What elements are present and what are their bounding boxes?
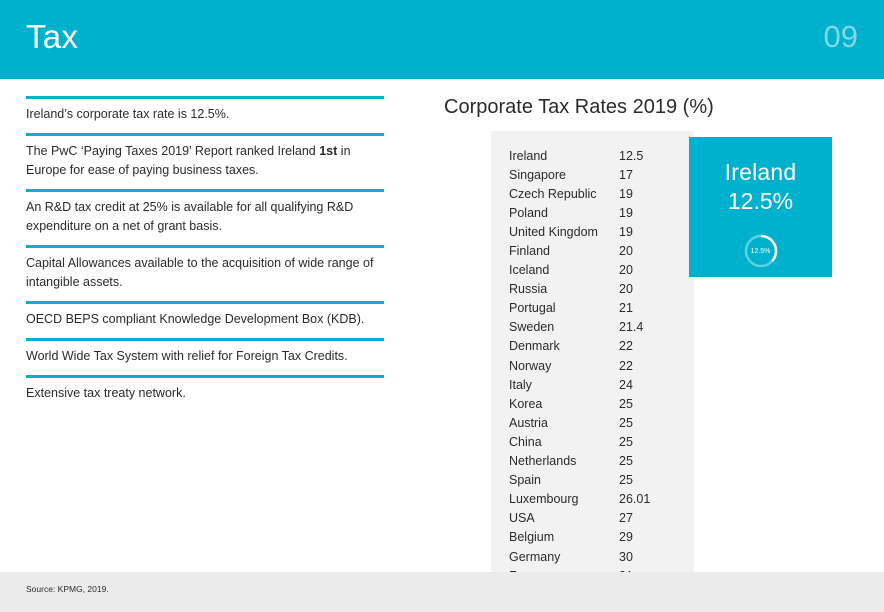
bullet-text: Capital Allowances available to the acquisition of wide range of intangible assets. xyxy=(26,256,374,289)
table-row xyxy=(509,509,689,528)
rate-country: Finland xyxy=(509,244,550,259)
rate-value: 25 xyxy=(619,473,633,488)
table-row xyxy=(509,280,689,299)
list-item xyxy=(26,338,386,375)
rate-value: 25 xyxy=(619,396,633,411)
rate-value: 20 xyxy=(619,282,633,297)
rate-value: 21 xyxy=(619,301,633,316)
rate-value: 25 xyxy=(619,454,633,469)
rate-value: 12.5 xyxy=(619,148,644,163)
bullet-text-post: in Europe for ease of paying business taxes. xyxy=(26,144,351,177)
table-row xyxy=(509,490,689,509)
list-item xyxy=(26,245,386,301)
rate-value: 22 xyxy=(619,339,633,354)
donut-label: 12.5% xyxy=(750,247,771,255)
bullet-text: Extensive tax treaty network. xyxy=(26,386,186,400)
rate-value: 20 xyxy=(619,263,633,278)
list-item xyxy=(26,301,386,338)
rate-value: 24 xyxy=(619,377,633,392)
table-row xyxy=(509,299,689,318)
table-row xyxy=(509,241,689,260)
slide-number: 09 xyxy=(823,19,858,54)
rate-country: Netherlands xyxy=(509,454,577,469)
table-row xyxy=(509,528,689,547)
highlight-rate: 12.5% xyxy=(727,188,794,214)
chart-title: Corporate Tax Rates 2019 (%) xyxy=(444,96,714,118)
rate-country: Germany xyxy=(509,549,561,564)
divider-rule xyxy=(26,301,384,304)
table-row xyxy=(509,471,689,490)
table-row xyxy=(509,413,689,432)
table-row xyxy=(509,356,689,375)
list-item xyxy=(26,96,386,133)
rates-table xyxy=(509,146,689,585)
bullet-text: Ireland’s corporate tax rate is 12.5%. xyxy=(26,107,230,121)
rate-country: Portugal xyxy=(509,301,556,316)
rate-country: Norway xyxy=(509,358,552,373)
rate-value: 17 xyxy=(619,167,633,182)
table-row xyxy=(509,222,689,241)
rate-value: 25 xyxy=(619,434,633,449)
rate-country: Spain xyxy=(509,473,541,488)
divider-rule xyxy=(26,338,384,341)
rate-value: 20 xyxy=(619,244,633,259)
page-title: Tax xyxy=(26,18,79,55)
rate-value: 29 xyxy=(619,530,633,545)
divider-rule xyxy=(26,96,384,99)
table-row xyxy=(509,203,689,222)
rate-country: Korea xyxy=(509,396,543,411)
rate-value: 22 xyxy=(619,358,633,373)
rate-country: Luxembourg xyxy=(509,492,579,507)
rate-value: 26.01 xyxy=(619,492,651,507)
rate-value: 19 xyxy=(619,205,633,220)
rate-country: Russia xyxy=(509,282,548,297)
bullet-text: An R&D tax credit at 25% is available for all qualifying R&D expenditure on a net of grant basis. xyxy=(26,200,354,233)
table-row xyxy=(509,261,689,280)
table-row xyxy=(509,375,689,394)
table-row xyxy=(509,432,689,451)
bullet-text: World Wide Tax System with relief for Foreign Tax Credits. xyxy=(26,349,348,363)
donut-chart-icon xyxy=(743,233,779,269)
rate-country: Czech Republic xyxy=(509,186,597,201)
table-row xyxy=(509,337,689,356)
rate-country: Austria xyxy=(509,415,548,430)
rate-country: Belgium xyxy=(509,530,555,545)
rate-country: United Kingdom xyxy=(509,224,598,239)
table-row xyxy=(509,452,689,471)
table-row xyxy=(509,318,689,337)
table-row xyxy=(509,146,689,165)
rate-country: Singapore xyxy=(509,167,566,182)
bullet-text xyxy=(26,142,386,180)
rate-country: China xyxy=(509,434,542,449)
rate-country: Ireland xyxy=(509,148,548,163)
bullet-list xyxy=(26,96,386,412)
table-row xyxy=(509,184,689,203)
list-item xyxy=(26,375,386,412)
rate-country: Denmark xyxy=(509,339,560,354)
rate-value: 19 xyxy=(619,224,633,239)
highlight-card xyxy=(689,137,832,277)
rate-country: Poland xyxy=(509,205,548,220)
rate-country: Italy xyxy=(509,377,532,392)
divider-rule xyxy=(26,189,384,192)
rate-country: Sweden xyxy=(509,320,555,335)
divider-rule xyxy=(26,245,384,248)
bullet-text-pre: The PwC ‘Paying Taxes 2019’ Report ranked Ireland xyxy=(26,144,320,158)
rate-country: USA xyxy=(509,511,535,526)
table-row xyxy=(509,547,689,566)
highlight-country: Ireland xyxy=(724,159,797,185)
divider-rule xyxy=(26,375,384,378)
rate-value: 25 xyxy=(619,415,633,430)
slide-header xyxy=(0,0,884,79)
list-item xyxy=(26,189,386,245)
rate-value: 30 xyxy=(619,549,633,564)
table-row xyxy=(509,165,689,184)
list-item xyxy=(26,133,386,189)
rate-value: 21.4 xyxy=(619,320,644,335)
source-note: Source: KPMG, 2019. xyxy=(26,584,109,594)
bullet-text-emphasis: 1st xyxy=(319,144,338,158)
slide-footer xyxy=(0,572,884,612)
table-row xyxy=(509,394,689,413)
rate-value: 19 xyxy=(619,186,633,201)
divider-rule xyxy=(26,133,384,136)
rate-value: 27 xyxy=(619,511,633,526)
bullet-text: OECD BEPS compliant Knowledge Development Box (KDB). xyxy=(26,312,365,326)
rate-country: Iceland xyxy=(509,263,550,278)
